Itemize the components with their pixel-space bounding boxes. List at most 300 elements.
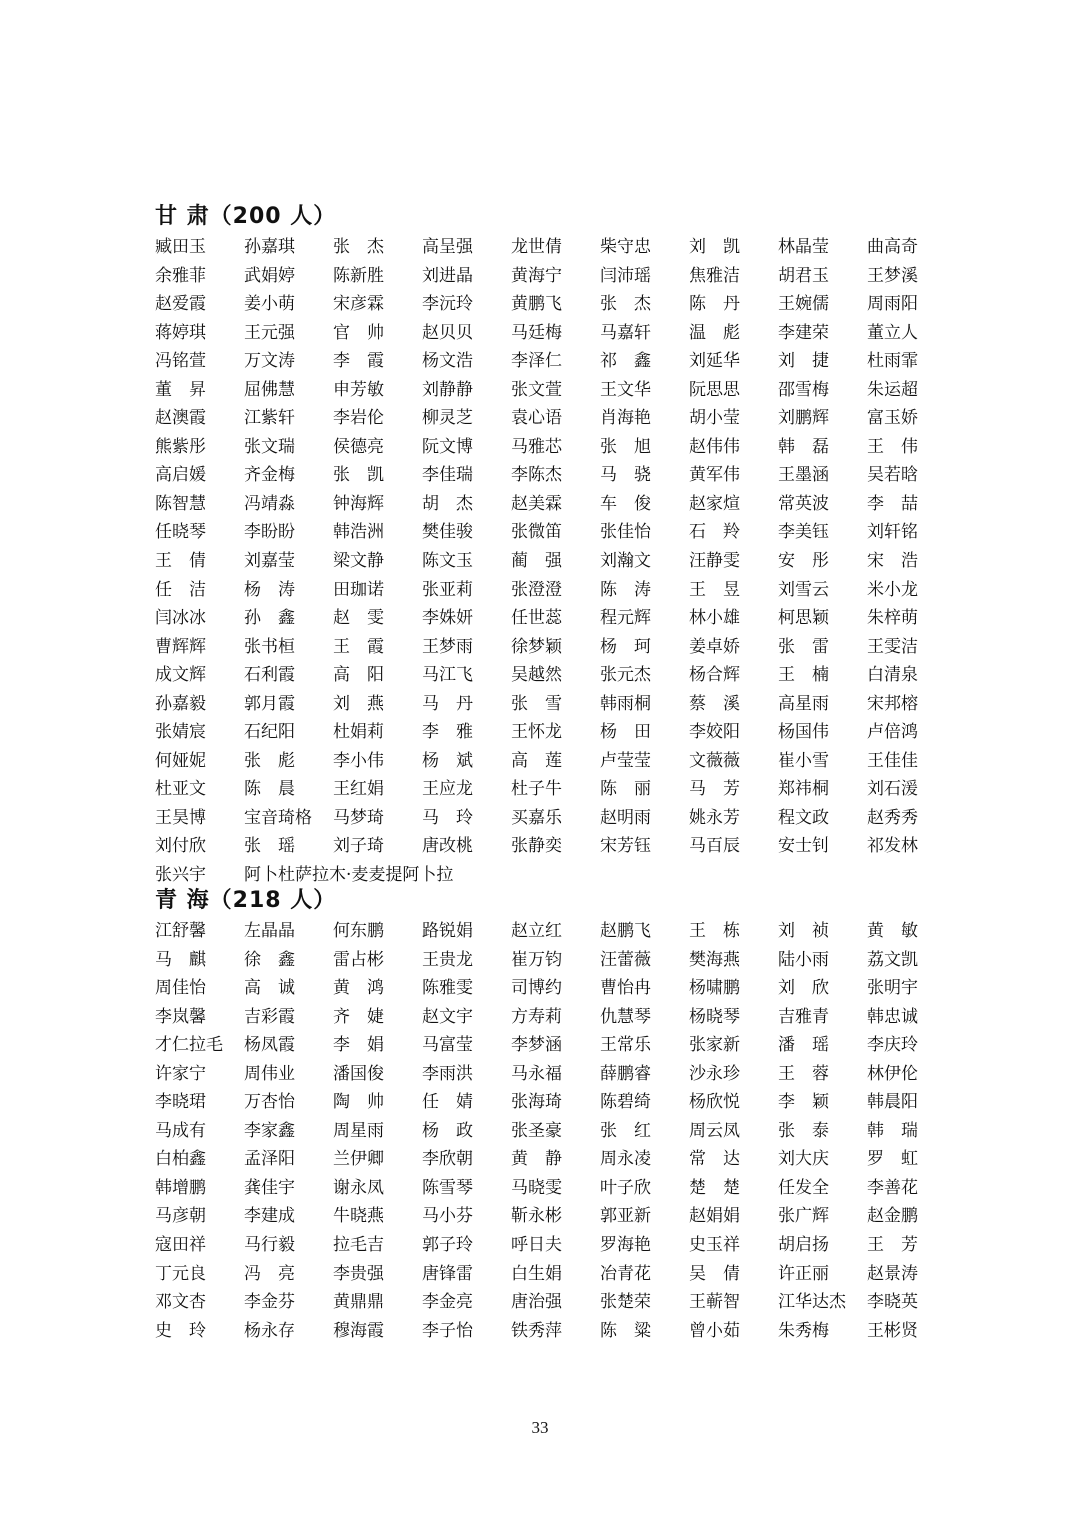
name-entry: 牛晓燕 [333, 1206, 384, 1227]
name-entry: 黄 静 [511, 1149, 562, 1170]
name-entry: 王应龙 [422, 779, 473, 800]
name-entry: 官 帅 [333, 322, 384, 343]
name-entry: 刘石湲 [867, 779, 918, 800]
name-entry: 冶青花 [600, 1263, 651, 1284]
name-row [155, 775, 935, 804]
name-entry: 杜亚文 [155, 779, 206, 800]
name-entry: 冯铭萱 [155, 351, 206, 372]
name-entry: 徐 鑫 [244, 949, 295, 970]
name-entry: 杨永存 [244, 1320, 295, 1341]
name-entry: 马富莹 [422, 1035, 473, 1056]
name-entry: 申芳敏 [333, 379, 384, 400]
name-entry: 赵金鹏 [867, 1206, 918, 1227]
name-entry: 吴若晗 [867, 465, 918, 486]
name-entry: 侯德亮 [333, 436, 384, 457]
name-entry: 赵明雨 [600, 807, 651, 828]
name-entry: 杨 田 [600, 722, 651, 743]
section-heading: 青 海（218 人） [155, 888, 337, 913]
name-row [155, 518, 935, 547]
name-entry: 李贵强 [333, 1263, 384, 1284]
name-entry: 赵文宇 [422, 1006, 473, 1027]
name-entry: 杜雨霏 [867, 351, 918, 372]
name-row [155, 974, 935, 1003]
name-entry: 荔文凯 [867, 949, 918, 970]
name-entry: 王贵龙 [422, 949, 473, 970]
name-entry: 柴守忠 [600, 237, 651, 257]
name-entry: 王雯洁 [867, 636, 918, 657]
name-entry: 石 羚 [689, 522, 740, 543]
name-entry: 兰伊卿 [333, 1149, 384, 1170]
name-entry: 王梦溪 [867, 265, 918, 286]
name-entry: 杨 政 [422, 1120, 473, 1141]
name-entry: 李雨洪 [422, 1063, 473, 1084]
name-entry: 石纪阳 [244, 722, 295, 743]
name-entry: 铁秀萍 [511, 1320, 562, 1341]
name-entry: 张婧宸 [155, 722, 206, 743]
name-entry: 阿卜杜萨拉木·麦麦提阿卜拉 [244, 865, 454, 886]
name-entry: 赵伟伟 [689, 436, 740, 457]
name-entry: 李小伟 [333, 750, 384, 771]
name-entry: 沙永珍 [689, 1063, 740, 1084]
name-entry: 熊紫彤 [155, 436, 206, 457]
name-entry: 邓文杏 [155, 1292, 206, 1313]
name-entry: 李姣阳 [689, 722, 740, 743]
name-entry: 马百辰 [689, 836, 740, 857]
name-entry: 郭月霞 [244, 693, 295, 714]
name-row [155, 233, 935, 262]
name-entry: 安 彤 [778, 551, 829, 572]
name-entry: 唐治强 [511, 1292, 562, 1313]
name-entry: 韩浩洲 [333, 522, 384, 543]
name-entry: 王 栋 [689, 921, 740, 941]
name-entry: 张微笛 [511, 522, 562, 543]
name-entry: 宋芳钰 [600, 836, 651, 857]
name-entry: 李梦涵 [511, 1035, 562, 1056]
name-entry: 祁发林 [867, 836, 918, 857]
name-entry: 李家鑫 [244, 1120, 295, 1141]
name-entry: 薛鹏睿 [600, 1063, 651, 1084]
name-entry: 刘嘉莹 [244, 551, 295, 572]
name-row [155, 917, 935, 946]
name-entry: 白生娟 [511, 1263, 562, 1284]
name-entry: 司博约 [511, 978, 562, 999]
name-entry: 李岚馨 [155, 1006, 206, 1027]
name-entry: 赵澳霞 [155, 408, 206, 429]
name-entry: 朱秀梅 [778, 1320, 829, 1341]
name-entry: 张 旭 [600, 436, 651, 457]
name-entry: 李晓珺 [155, 1092, 206, 1113]
name-entry: 陈 丽 [600, 779, 651, 800]
name-entry: 徐梦颖 [511, 636, 562, 657]
name-entry: 朱运超 [867, 379, 918, 400]
name-entry: 白柏鑫 [155, 1149, 206, 1170]
name-entry: 刘进晶 [422, 265, 473, 286]
name-row [155, 690, 935, 719]
name-entry: 张文萱 [511, 379, 562, 400]
name-entry: 王婉儒 [778, 294, 829, 315]
name-entry: 李金芬 [244, 1292, 295, 1313]
name-entry: 樊佳骏 [422, 522, 473, 543]
name-entry: 马 麒 [155, 949, 206, 970]
names-grid [155, 917, 935, 1345]
name-entry: 程文政 [778, 807, 829, 828]
name-entry: 崔万钧 [511, 949, 562, 970]
name-entry: 邵雪梅 [778, 379, 829, 400]
name-entry: 祁 鑫 [600, 351, 651, 372]
name-entry: 高 阳 [333, 665, 384, 686]
name-entry: 黄 敏 [867, 921, 918, 941]
name-entry: 崔小雪 [778, 750, 829, 771]
name-entry: 王墨涵 [778, 465, 829, 486]
name-row [155, 1288, 935, 1317]
name-entry: 安士钊 [778, 836, 829, 857]
name-entry: 王彬贤 [867, 1320, 918, 1341]
name-entry: 黄 鸿 [333, 978, 384, 999]
name-entry: 孙 鑫 [244, 608, 295, 629]
name-entry: 李岩伦 [333, 408, 384, 429]
name-entry: 林小雄 [689, 608, 740, 629]
name-entry: 常英波 [778, 493, 829, 514]
name-row [155, 262, 935, 291]
name-entry: 才仁拉毛 [155, 1035, 223, 1056]
name-entry: 蔡 溪 [689, 693, 740, 714]
name-row [155, 1088, 935, 1117]
name-entry: 高 诚 [244, 978, 295, 999]
name-row [155, 547, 935, 576]
name-entry: 赵鹏飞 [600, 921, 651, 941]
name-entry: 杨晓琴 [689, 1006, 740, 1027]
name-entry: 王梦雨 [422, 636, 473, 657]
name-entry: 汪静雯 [689, 551, 740, 572]
name-entry: 张亚莉 [422, 579, 473, 600]
name-entry: 张佳怡 [600, 522, 651, 543]
name-entry: 赵秀秀 [867, 807, 918, 828]
name-entry: 何东鹏 [333, 921, 384, 941]
name-entry: 李陈杰 [511, 465, 562, 486]
name-entry: 周永凌 [600, 1149, 651, 1170]
name-entry: 张文瑞 [244, 436, 295, 457]
name-entry: 李 喆 [867, 493, 918, 514]
name-entry: 刘静静 [422, 379, 473, 400]
name-entry: 赵家煊 [689, 493, 740, 514]
name-entry: 王 昱 [689, 579, 740, 600]
name-row [155, 433, 935, 462]
name-entry: 史玉祥 [689, 1235, 740, 1256]
name-entry: 李子怡 [422, 1320, 473, 1341]
name-entry: 宋 浩 [867, 551, 918, 572]
name-entry: 刘 祯 [778, 921, 829, 941]
names-grid [155, 233, 935, 890]
name-entry: 孟泽阳 [244, 1149, 295, 1170]
name-entry: 张海琦 [511, 1092, 562, 1113]
name-entry: 张书桓 [244, 636, 295, 657]
name-row [155, 319, 935, 348]
name-entry: 马 玲 [422, 807, 473, 828]
name-entry: 白清泉 [867, 665, 918, 686]
name-entry: 刘 捷 [778, 351, 829, 372]
name-entry: 杨 涛 [244, 579, 295, 600]
name-entry: 左晶晶 [244, 921, 295, 941]
name-entry: 郭亚新 [600, 1206, 651, 1227]
name-entry: 陈雪琴 [422, 1177, 473, 1198]
name-entry: 董立人 [867, 322, 918, 343]
name-entry: 雷占彬 [333, 949, 384, 970]
name-entry: 曹怡冉 [600, 978, 651, 999]
name-entry: 韩晨阳 [867, 1092, 918, 1113]
name-entry: 黄鹏飞 [511, 294, 562, 315]
name-row [155, 861, 935, 890]
name-entry: 张静奕 [511, 836, 562, 857]
name-entry: 周伟业 [244, 1063, 295, 1084]
name-entry: 胡启扬 [778, 1235, 829, 1256]
name-entry: 李欣朝 [422, 1149, 473, 1170]
name-entry: 任晓琴 [155, 522, 206, 543]
name-entry: 林晶莹 [778, 237, 829, 257]
name-entry: 刘 燕 [333, 693, 384, 714]
name-entry: 周星雨 [333, 1120, 384, 1141]
name-row [155, 290, 935, 319]
name-entry: 卢莹莹 [600, 750, 651, 771]
name-row [155, 633, 935, 662]
name-entry: 万文涛 [244, 351, 295, 372]
name-entry: 张 泰 [778, 1120, 829, 1141]
name-entry: 赵立红 [511, 921, 562, 941]
name-row [155, 718, 935, 747]
name-entry: 马 芳 [689, 779, 740, 800]
name-entry: 姜卓娇 [689, 636, 740, 657]
name-entry: 王红娟 [333, 779, 384, 800]
name-entry: 武娟婷 [244, 265, 295, 286]
name-entry: 文薇薇 [689, 750, 740, 771]
name-entry: 王 芳 [867, 1235, 918, 1256]
name-entry: 陆小雨 [778, 949, 829, 970]
name-entry: 罗 虹 [867, 1149, 918, 1170]
name-entry: 肖海艳 [600, 408, 651, 429]
name-entry: 赵贝贝 [422, 322, 473, 343]
name-entry: 潘国俊 [333, 1063, 384, 1084]
name-row [155, 804, 935, 833]
name-entry: 陶 帅 [333, 1092, 384, 1113]
name-entry: 屈佛慧 [244, 379, 295, 400]
name-entry: 李美钰 [778, 522, 829, 543]
name-row [155, 1117, 935, 1146]
name-entry: 胡君玉 [778, 265, 829, 286]
name-entry: 闫沛瑶 [600, 265, 651, 286]
name-entry: 杨文浩 [422, 351, 473, 372]
name-entry: 齐 婕 [333, 1006, 384, 1027]
name-entry: 程元辉 [600, 608, 651, 629]
name-entry: 叶子欣 [600, 1177, 651, 1198]
name-row [155, 1145, 935, 1174]
name-row [155, 376, 935, 405]
name-entry: 马小芬 [422, 1206, 473, 1227]
name-row [155, 661, 935, 690]
name-entry: 蔺 强 [511, 551, 562, 572]
name-row [155, 1003, 935, 1032]
name-row [155, 1202, 935, 1231]
name-entry: 王常乐 [600, 1035, 651, 1056]
name-entry: 陈 粱 [600, 1320, 651, 1341]
name-entry: 李金亮 [422, 1292, 473, 1313]
name-entry: 丁元良 [155, 1263, 206, 1284]
name-entry: 富玉娇 [867, 408, 918, 429]
name-entry: 刘延华 [689, 351, 740, 372]
name-entry: 郭子玲 [422, 1235, 473, 1256]
name-entry: 樊海燕 [689, 949, 740, 970]
name-entry: 王蕲智 [689, 1292, 740, 1313]
name-entry: 王文华 [600, 379, 651, 400]
name-entry: 张明宇 [867, 978, 918, 999]
name-entry: 刘鹏辉 [778, 408, 829, 429]
name-entry: 张元杰 [600, 665, 651, 686]
name-entry: 杨 斌 [422, 750, 473, 771]
name-entry: 许正丽 [778, 1263, 829, 1284]
name-entry: 杜子牛 [511, 779, 562, 800]
name-entry: 周雨阳 [867, 294, 918, 315]
name-row [155, 604, 935, 633]
name-entry: 许家宁 [155, 1063, 206, 1084]
name-entry: 吴越然 [511, 665, 562, 686]
name-entry: 马彦朝 [155, 1206, 206, 1227]
name-row [155, 1231, 935, 1260]
name-entry: 阮思思 [689, 379, 740, 400]
name-entry: 张 杰 [600, 294, 651, 315]
name-entry: 张兴宇 [155, 865, 206, 886]
name-entry: 赵景涛 [867, 1263, 918, 1284]
name-entry: 方寿莉 [511, 1006, 562, 1027]
name-entry: 何娅妮 [155, 750, 206, 771]
name-entry: 赵爱霞 [155, 294, 206, 315]
name-entry: 马晓雯 [511, 1177, 562, 1198]
name-entry: 刘瀚文 [600, 551, 651, 572]
name-entry: 杨合辉 [689, 665, 740, 686]
name-entry: 车 俊 [600, 493, 651, 514]
name-entry: 陈雅雯 [422, 978, 473, 999]
name-entry: 马成有 [155, 1120, 206, 1141]
name-entry: 吉彩霞 [244, 1006, 295, 1027]
name-entry: 吉雅青 [778, 1006, 829, 1027]
name-entry: 闫冰冰 [155, 608, 206, 629]
name-entry: 余雅菲 [155, 265, 206, 286]
name-entry: 马永福 [511, 1063, 562, 1084]
name-entry: 呼日夫 [511, 1235, 562, 1256]
name-entry: 石利霞 [244, 665, 295, 686]
name-row [155, 747, 935, 776]
name-entry: 吴 倩 [689, 1263, 740, 1284]
name-entry: 江华达杰 [778, 1292, 846, 1313]
name-entry: 李 颖 [778, 1092, 829, 1113]
name-entry: 常 达 [689, 1149, 740, 1170]
name-entry: 黄军伟 [689, 465, 740, 486]
name-entry: 曾小茹 [689, 1320, 740, 1341]
name-entry: 韩雨桐 [600, 693, 651, 714]
name-entry: 李 雅 [422, 722, 473, 743]
name-row [155, 1174, 935, 1203]
name-entry: 张家新 [689, 1035, 740, 1056]
name-entry: 孙嘉琪 [244, 237, 295, 257]
name-entry: 路锐娟 [422, 921, 473, 941]
name-entry: 宋彦霖 [333, 294, 384, 315]
name-entry: 杨欣悦 [689, 1092, 740, 1113]
name-entry: 寇田祥 [155, 1235, 206, 1256]
name-entry: 马嘉轩 [600, 322, 651, 343]
name-entry: 马江飞 [422, 665, 473, 686]
name-entry: 任 婧 [422, 1092, 473, 1113]
name-entry: 阮文博 [422, 436, 473, 457]
name-row [155, 1031, 935, 1060]
name-entry: 刘 欣 [778, 978, 829, 999]
name-entry: 江舒馨 [155, 921, 206, 941]
name-entry: 李佳瑞 [422, 465, 473, 486]
name-entry: 马雅芯 [511, 436, 562, 457]
name-entry: 李晓英 [867, 1292, 918, 1313]
name-entry: 周云凤 [689, 1120, 740, 1141]
name-entry: 陈 涛 [600, 579, 651, 600]
name-entry: 史 玲 [155, 1320, 206, 1341]
name-entry: 杨啸鹏 [689, 978, 740, 999]
name-entry: 田珈诺 [333, 579, 384, 600]
name-entry: 龙世倩 [511, 237, 562, 257]
name-entry: 钟海辉 [333, 493, 384, 514]
name-entry: 万杏怡 [244, 1092, 295, 1113]
name-entry: 蒋婷琪 [155, 322, 206, 343]
name-entry: 李建荣 [778, 322, 829, 343]
name-entry: 刘子琦 [333, 836, 384, 857]
name-entry: 曹辉辉 [155, 636, 206, 657]
name-entry: 韩增鹏 [155, 1177, 206, 1198]
name-row [155, 347, 935, 376]
name-entry: 马行毅 [244, 1235, 295, 1256]
name-entry: 张 凯 [333, 465, 384, 486]
name-entry: 杨 珂 [600, 636, 651, 657]
name-entry: 王佳佳 [867, 750, 918, 771]
name-entry: 袁心语 [511, 408, 562, 429]
name-entry: 米小龙 [867, 579, 918, 600]
name-entry: 楚 楚 [689, 1177, 740, 1198]
name-entry: 张 雷 [778, 636, 829, 657]
name-entry: 杜娟莉 [333, 722, 384, 743]
name-entry: 赵 雯 [333, 608, 384, 629]
name-entry: 高启媛 [155, 465, 206, 486]
name-row [155, 576, 935, 605]
name-entry: 张 红 [600, 1120, 651, 1141]
name-entry: 张 杰 [333, 237, 384, 257]
name-entry: 杨国伟 [778, 722, 829, 743]
name-entry: 潘 瑶 [778, 1035, 829, 1056]
name-entry: 陈文玉 [422, 551, 473, 572]
name-entry: 王怀龙 [511, 722, 562, 743]
name-entry: 韩忠诚 [867, 1006, 918, 1027]
name-entry: 赵娟娟 [689, 1206, 740, 1227]
name-entry: 刘付欣 [155, 836, 206, 857]
name-entry: 刘雪云 [778, 579, 829, 600]
name-entry: 王 倩 [155, 551, 206, 572]
name-entry: 王 伟 [867, 436, 918, 457]
name-entry: 柯思颖 [778, 608, 829, 629]
name-entry: 任世蕊 [511, 608, 562, 629]
name-entry: 王元强 [244, 322, 295, 343]
name-entry: 马梦琦 [333, 807, 384, 828]
name-row [155, 832, 935, 861]
name-entry: 唐改桃 [422, 836, 473, 857]
name-entry: 汪蕾薇 [600, 949, 651, 970]
name-entry: 朱梓萌 [867, 608, 918, 629]
name-entry: 臧田玉 [155, 237, 206, 257]
name-entry: 江紫轩 [244, 408, 295, 429]
name-entry: 谢永凤 [333, 1177, 384, 1198]
name-entry: 刘大庆 [778, 1149, 829, 1170]
name-entry: 马廷梅 [511, 322, 562, 343]
